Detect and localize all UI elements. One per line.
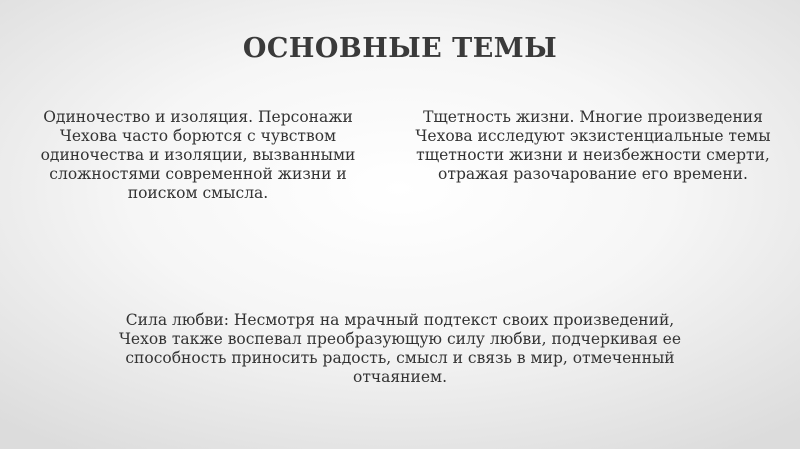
theme-loneliness-text: Одиночество и изоляция. Персонажи Чехова часто борются с чувством одиночества и изоляции, вызванными сложностями современной жизни и поиском смысла.: [40, 108, 356, 202]
slide-title: ОСНОВНЫЕ ТЕМЫ: [242, 33, 558, 64]
theme-futility-text: Тщетность жизни. Многие произведения Чехова исследуют экзистенциальные темы тщетности жизни и неизбежности смерти, отражая разочарование его времени.: [415, 108, 771, 183]
theme-love-text: Сила любви: Несмотря на мрачный подтекст своих произведений, Чехов также воспевал преобразующую силу любви, подчеркивая ее способность приносить радость, смысл и связь в мир, отмеченный отчаянием.: [118, 311, 682, 386]
